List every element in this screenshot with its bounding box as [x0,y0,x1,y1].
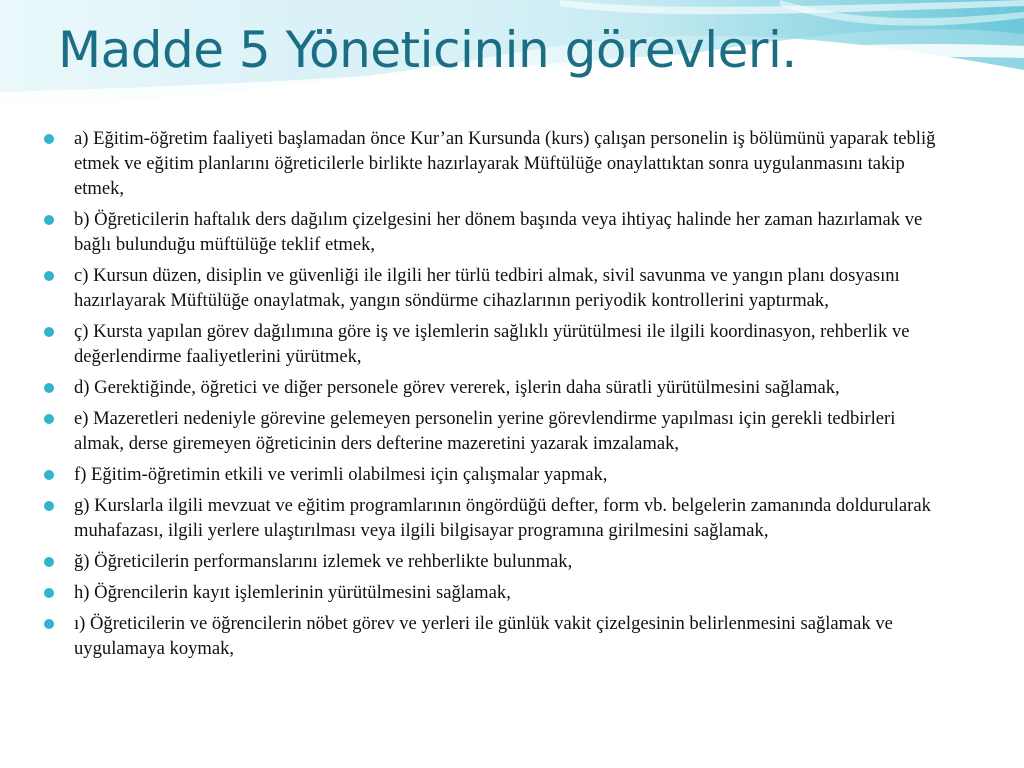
bullet-icon [44,588,54,598]
list-item-text: ı) Öğreticilerin ve öğrencilerin nöbet görev ve yerleri ile günlük vakit çizelgesinin belirlenmesini sağlamak ve uygulamaya koymak, [74,613,893,659]
list-item [44,375,944,400]
bullet-icon [44,215,54,225]
list-item-text: f) Eğitim-öğretimin etkili ve verimli olabilmesi için çalışmalar yapmak, [74,464,608,485]
list-item-text: h) Öğrencilerin kayıt işlemlerinin yürütülmesini sağlamak, [74,582,511,603]
list-item-text: a) Eğitim-öğretim faaliyeti başlamadan önce Kur’an Kursunda (kurs) çalışan personelin iş bölümünü yaparak tebliğ etmek ve eğitim planlarını öğreticilerle birlikte hazırlayarak Müftülüğe onaylattıktan sonra uygulanmasını takip etmek, [74,128,936,199]
list-item [44,462,944,487]
list-item-text: b) Öğreticilerin haftalık ders dağılım çizelgesini her dönem başında veya ihtiyaç halinde her zaman hazırlamak ve bağlı bulunduğu müftülüğe teklif etmek, [74,209,923,255]
list-item [44,549,944,574]
list-item [44,611,944,661]
list-item [44,207,944,257]
bullet-icon [44,619,54,629]
list-item [44,319,944,369]
bullet-icon [44,327,54,337]
slide-title: Madde 5 Yöneticinin görevleri. [58,21,797,79]
list-item-text: d) Gerektiğinde, öğretici ve diğer personele görev vererek, işlerin daha süratli yürütülmesini sağlamak, [74,377,840,398]
bullet-icon [44,501,54,511]
list-item-text: ğ) Öğreticilerin performanslarını izlemek ve rehberlikte bulunmak, [74,551,573,572]
bullet-icon [44,557,54,567]
list-item [44,493,944,543]
bullet-icon [44,383,54,393]
list-item [44,126,944,201]
list-item [44,580,944,605]
bullet-icon [44,414,54,424]
list-item-text: e) Mazeretleri nedeniyle görevine gelemeyen personelin yerine görevlendirme yapılması için gerekli tedbirleri almak, derse giremeyen öğreticinin ders defterine mazeretini yazarak imzalamak, [74,408,896,454]
bullet-icon [44,470,54,480]
bullet-icon [44,134,54,144]
bullet-list [44,126,944,667]
list-item-text: g) Kurslarla ilgili mevzuat ve eğitim programlarının öngördüğü defter, form vb. belgelerin zamanında doldurularak muhafazası, ilgili yerlere ulaştırılması veya ilgili bilgisayar programına girilmesini sağlamak, [74,495,931,541]
list-item [44,406,944,456]
list-item-text: ç) Kursta yapılan görev dağılımına göre iş ve işlemlerin sağlıklı yürütülmesi ile ilgili koordinasyon, rehberlik ve değerlendirme faaliyetlerini yürütmek, [74,321,910,367]
list-item-text: c) Kursun düzen, disiplin ve güvenliği ile ilgili her türlü tedbiri almak, sivil savunma ve yangın planı dosyasını hazırlayarak Müftülüğe onaylatmak, yangın söndürme cihazlarının periyodik kontrollerini yaptırmak, [74,265,900,311]
bullet-icon [44,271,54,281]
list-item [44,263,944,313]
